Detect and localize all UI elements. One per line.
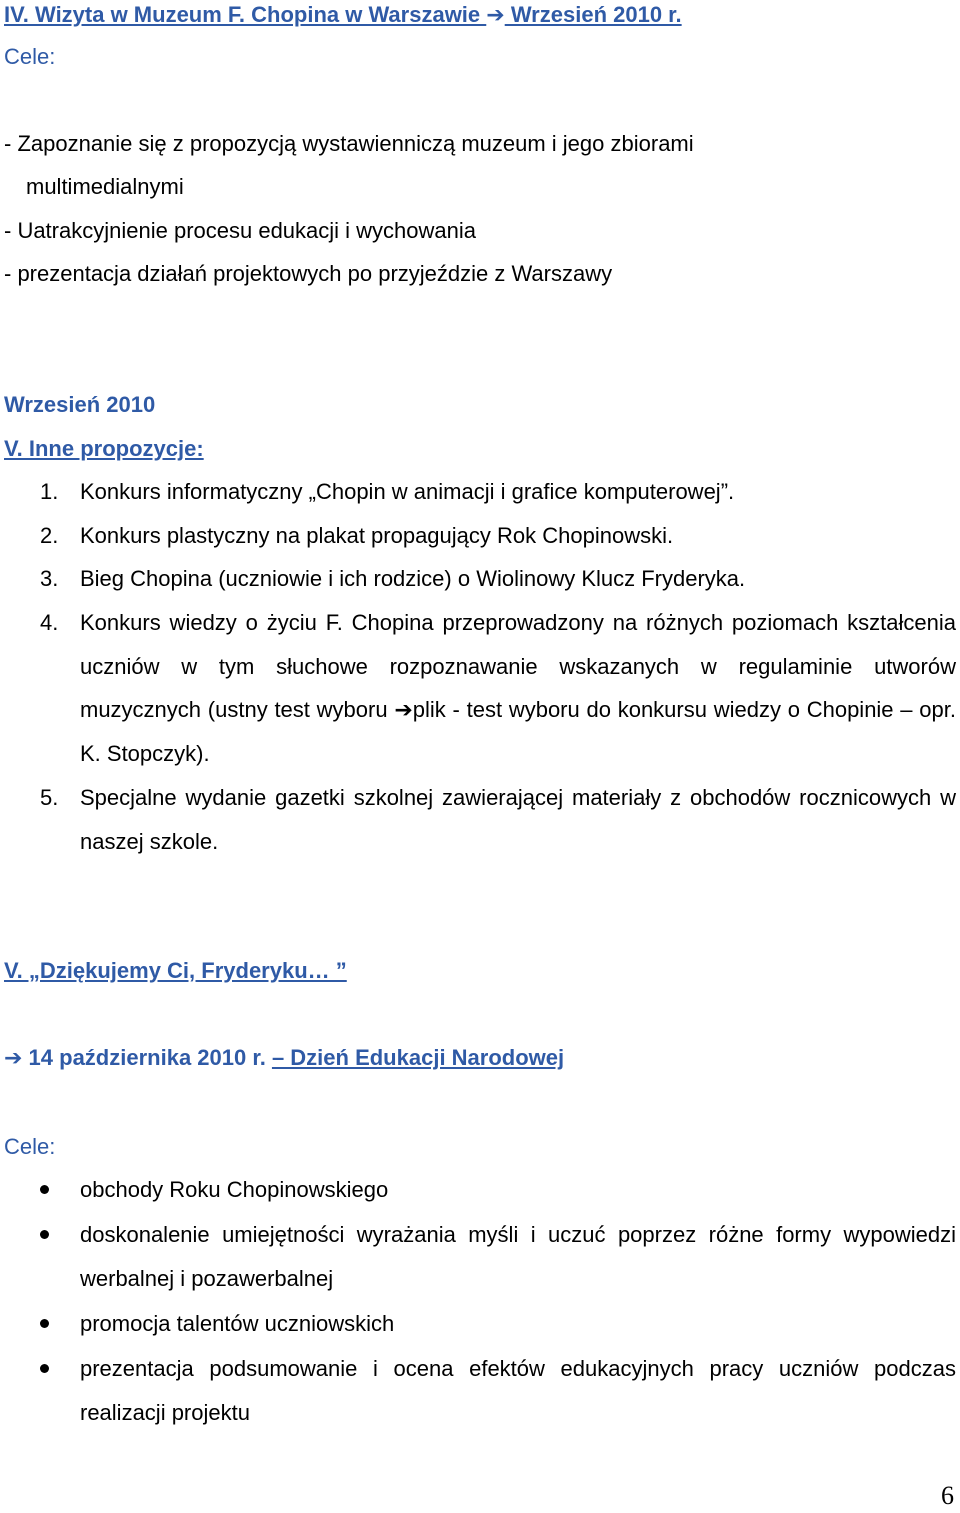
arrow-right-icon: ➔ xyxy=(486,2,505,27)
arrow-right-icon: ➔ xyxy=(394,697,413,722)
bullet-icon xyxy=(40,1185,49,1194)
list-item-number: 1. xyxy=(40,479,59,504)
list-item-text: prezentacja podsumowanie i ocena efektów edukacyjnych pracy uczniów podczas realizacji projektu xyxy=(80,1356,956,1425)
page-number: 6 xyxy=(941,1481,954,1510)
goal-line: - prezentacja działań projektowych po przyjeździe z Warszawy xyxy=(4,261,613,286)
section-5-date: Wrzesień 2010 xyxy=(4,392,156,417)
list-item xyxy=(40,1347,956,1434)
list-item-text: Konkurs informatyczny „Chopin w animacji i grafice komputerowej”. xyxy=(80,479,735,504)
list-item xyxy=(40,470,956,514)
bullet-icon xyxy=(40,1230,49,1239)
list-item xyxy=(40,1302,956,1346)
section-5-heading: V. Inne propozycje: xyxy=(4,436,204,461)
list-item xyxy=(40,601,956,775)
list-item xyxy=(40,514,956,558)
list-item-number: 2. xyxy=(40,523,59,548)
section-4-heading-suffix: Wrzesień 2010 r. xyxy=(504,2,682,27)
list-item-text: Specjalne wydanie gazetki szkolnej zawierającej materiały z obchodów rocznicowych w naszej szkole. xyxy=(80,785,956,854)
list-item xyxy=(40,1213,956,1300)
list-item-text-part: Konkurs wiedzy o życiu F. Chopina przeprowadzony na różnych poziomach kształcenia uczniów w tym słuchowe rozpoznawanie wskazanych w regulaminie utworów muzycznych (ustny test wyboru xyxy=(80,610,956,722)
list-item xyxy=(40,1168,956,1212)
goal-line: - Zapoznanie się z propozycją wystawienniczą muzeum i jego zbiorami xyxy=(4,131,694,156)
section-4-heading-prefix: IV. Wizyta w Muzeum F. Chopina w Warszawie xyxy=(4,2,487,27)
goal-line: - Uatrakcyjnienie procesu edukacji i wychowania xyxy=(4,218,477,243)
list-item-number: 3. xyxy=(40,566,59,591)
list-item-text xyxy=(80,601,956,775)
list-item-text: doskonalenie umiejętności wyrażania myśli i uczuć poprzez różne formy wypowiedzi werbalnej i pozawerbalnej xyxy=(80,1222,956,1291)
section-6-heading: V. „Dziękujemy Ci, Fryderyku… ” xyxy=(4,958,347,983)
section-6-goals-label: Cele: xyxy=(4,1134,56,1159)
list-item-number: 4. xyxy=(40,610,59,635)
list-item-text: promocja talentów uczniowskich xyxy=(80,1311,395,1336)
bullet-icon xyxy=(40,1364,49,1373)
arrow-right-icon: ➔ xyxy=(4,1045,23,1070)
event-line xyxy=(4,1045,564,1071)
list-item-text: Bieg Chopina (uczniowie i ich rodzice) o Wiolinowy Klucz Fryderyka. xyxy=(80,566,746,591)
list-item-number: 5. xyxy=(40,785,59,810)
section-4-goals-label: Cele: xyxy=(4,44,56,69)
list-item-text: obchody Roku Chopinowskiego xyxy=(80,1177,389,1202)
list-item-text-part: plik - test wyboru do konkursu wiedzy o Chopinie – opr. K. Stopczyk). xyxy=(80,697,956,766)
section-4-heading xyxy=(4,2,682,28)
list-item-text: Konkurs plastyczny na plakat propagujący Rok Chopinowski. xyxy=(80,523,674,548)
bullet-icon xyxy=(40,1319,49,1328)
list-item xyxy=(40,776,956,863)
list-item xyxy=(40,557,956,601)
event-date: 14 października 2010 r. xyxy=(22,1045,266,1070)
event-name: – Dzień Edukacji Narodowej xyxy=(271,1045,565,1070)
goal-line: multimedialnymi xyxy=(26,174,184,199)
